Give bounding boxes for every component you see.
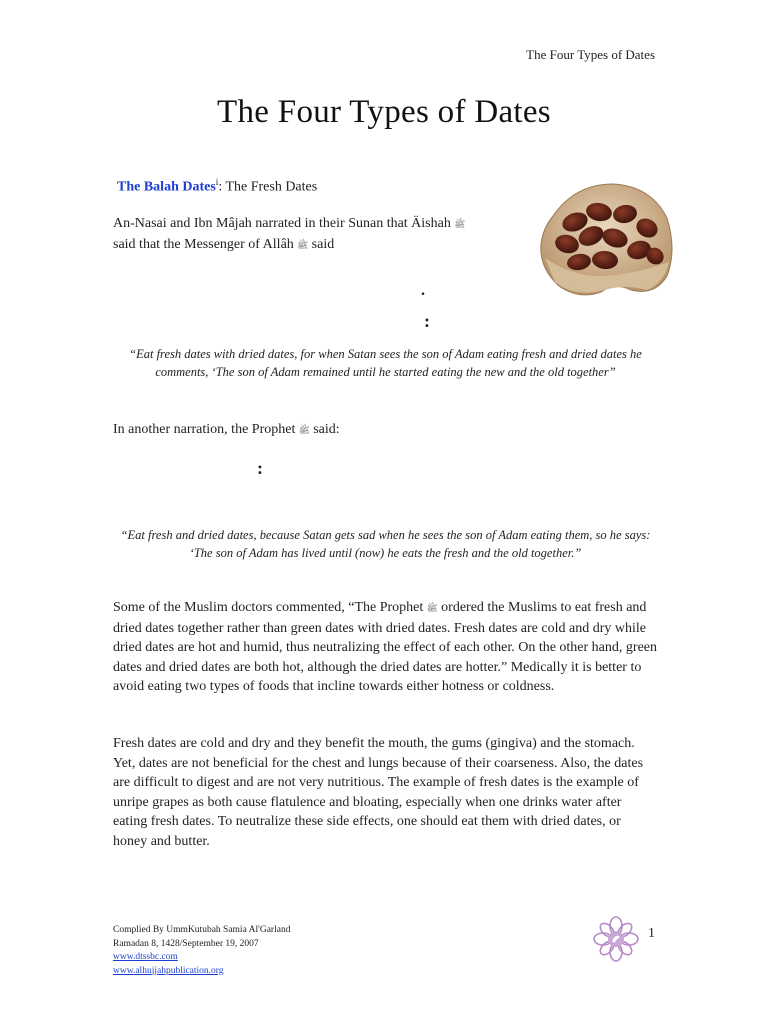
page-number: 1 — [648, 926, 655, 941]
flower-logo-icon — [593, 916, 639, 962]
section-heading — [117, 177, 317, 196]
body-paragraph-2: Fresh dates are cold and dry and they benefit the mouth, the gums (gingiva) and the stomach. Yet, dates are not beneficial for the chest and lungs because of their coarseness. Also, the dates are difficult to digest and are not very nutritious. The example of fresh dates is the example of unripe grapes as both cause flatulence and bloating, especially when one drinks water after eating fresh dates. To neutralize these side effects, one should eat them with dried dates, or honey and butter. — [113, 736, 644, 849]
intro-paragraph — [113, 214, 513, 255]
honorific-2: ﷺ — [297, 239, 309, 250]
intro-line2: said that the Messenger of Allâh — [113, 236, 294, 252]
honorific-3: ﷺ — [298, 425, 310, 435]
ornament-colon-2: : — [257, 458, 263, 478]
hadith-quote-1: “Eat fresh dates with dried dates, for when Satan sees the son of Adam eating fresh and dried dates he comments, ‘The son of Adam remained until he started eating the new and the old together” — [129, 347, 642, 379]
ornament-dot: . — [421, 282, 425, 299]
section-subtitle: : The Fresh Dates — [218, 179, 318, 195]
page-title: The Four Types of Dates — [217, 94, 551, 130]
footer-date: Ramadan 8, 1428/September 19, 2007 — [113, 938, 259, 949]
intro-line1: An-Nasai and Ibn Mâjah narrated in their Sunan that Äishah — [113, 216, 451, 231]
section-keyword: The Balah Dates — [117, 179, 216, 195]
dates-bowl-image — [535, 178, 677, 302]
intro-line2-end: said — [311, 236, 335, 252]
footer-link-alhujjah[interactable]: www.alhujjahpublication.org — [113, 965, 224, 976]
narration-text: In another narration, the Prophet — [113, 422, 296, 437]
footnote-mark: i — [215, 177, 219, 187]
hadith-quote-2: “Eat fresh and dried dates, because Satan gets sad when he sees the son of Adam eating them, so he says: ‘The son of Adam has lived until (now) he eats the fresh and the old together.” — [120, 528, 651, 560]
running-header: The Four Types of Dates — [526, 47, 655, 62]
footer-compiled-by: Complied By UmmKutubah Samia Al'Garland — [113, 925, 291, 935]
narration-line — [113, 420, 658, 441]
footer-link-dtssbc[interactable]: www.dtssbc.com — [113, 952, 178, 962]
body-paragraph-1 — [113, 598, 658, 697]
narration-end: said: — [313, 422, 340, 437]
honorific-4: ﷺ — [426, 603, 438, 613]
honorific-1: ﷺ — [454, 219, 466, 229]
footer — [113, 924, 290, 978]
ornament-colon-1: : — [424, 311, 430, 331]
body1-rest: ordered the Muslims to eat fresh and dried dates together rather than green dates with dried dates. Fresh dates are cold and dry while dried dates are hot and humid, thus neutralizing the effect of each other. On the other hand, green dates and dried dates are both hot, although the dried dates are hotter.” Medically it is better to avoid eating two types of foods that incline towards either hotness or coldness. — [113, 600, 657, 695]
body1-start: Some of the Muslim doctors commented, “The Prophet — [113, 600, 424, 615]
